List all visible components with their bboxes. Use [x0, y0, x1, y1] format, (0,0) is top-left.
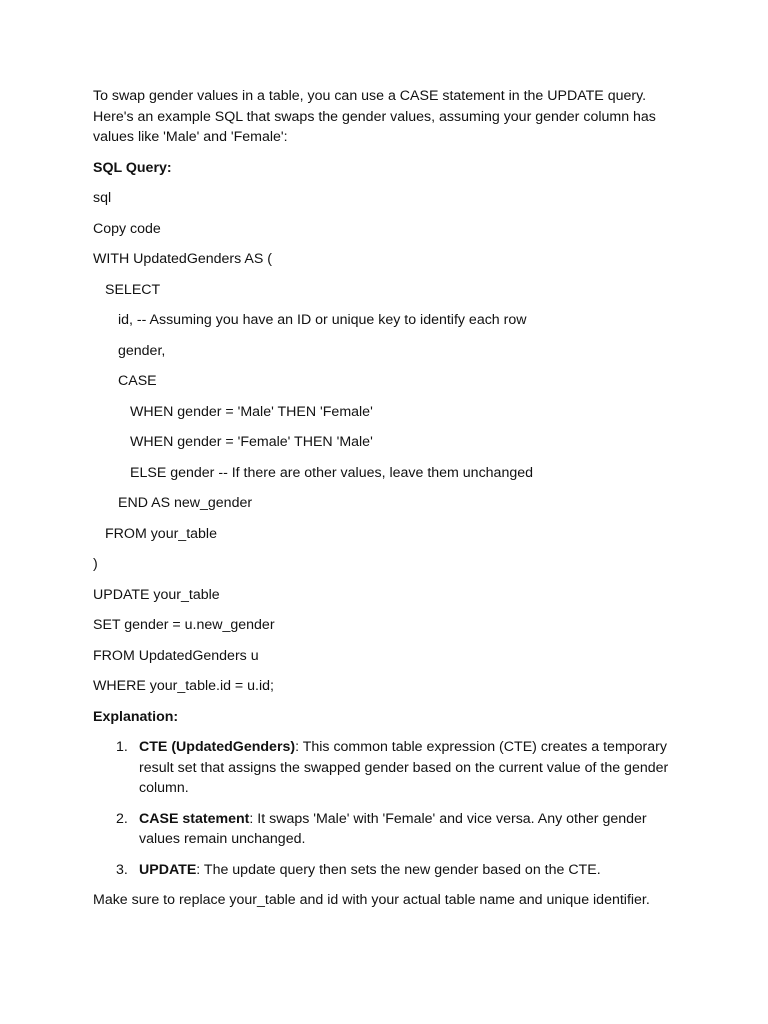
- code-line: id, -- Assuming you have an ID or unique key to identify each row: [118, 312, 527, 328]
- sql-code-block: [93, 249, 683, 697]
- code-line: END AS new_gender: [118, 495, 253, 511]
- code-line: WITH UpdatedGenders AS (: [93, 251, 272, 267]
- list-item-term: UPDATE: [139, 861, 197, 878]
- list-item-number: 2.: [116, 810, 128, 827]
- list-item-text: : This common table expression (CTE) creates a temporary result set that assigns the swapped gender based on the current value of the gender column.: [139, 739, 669, 796]
- code-line: WHEN gender = 'Male' THEN 'Female': [130, 403, 373, 420]
- code-language-label: sql: [93, 190, 112, 206]
- code-line: ELSE gender -- If there are other values, leave them unchanged: [130, 464, 534, 481]
- sql-query-heading: SQL Query:: [93, 159, 172, 176]
- closing-paragraph: Make sure to replace your_table and id with your actual table name and unique identifier.: [93, 892, 650, 908]
- code-line: gender,: [118, 342, 166, 359]
- code-line: ): [93, 556, 98, 572]
- explanation-heading: Explanation:: [93, 708, 179, 725]
- list-item-number: 3.: [116, 861, 128, 878]
- code-line: WHERE your_table.id = u.id;: [93, 678, 274, 694]
- list-item: [93, 809, 683, 850]
- code-line: WHEN gender = 'Female' THEN 'Male': [130, 434, 373, 450]
- copy-code-button[interactable]: Copy code: [93, 220, 161, 237]
- list-item-term: CASE statement: [139, 810, 250, 827]
- code-line: FROM your_table: [105, 525, 217, 542]
- code-line: CASE: [118, 373, 157, 389]
- list-item-term: CTE (UpdatedGenders): [139, 739, 296, 755]
- list-item-number: 1.: [116, 739, 128, 755]
- code-line: SET gender = u.new_gender: [93, 617, 275, 633]
- intro-paragraph: To swap gender values in a table, you can use a CASE statement in the UPDATE query. Here's an example SQL that swaps the gender values, assuming your gender column has values like 'Male' and 'Female':: [93, 88, 656, 145]
- document-page: [93, 86, 683, 911]
- list-item-text: : The update query then sets the new gender based on the CTE.: [196, 861, 601, 878]
- code-line: UPDATE your_table: [93, 586, 220, 603]
- explanation-list: [93, 737, 683, 880]
- list-item: [93, 737, 683, 799]
- list-item: [93, 860, 683, 881]
- code-line: FROM UpdatedGenders u: [93, 647, 259, 664]
- code-line: SELECT: [105, 281, 161, 298]
- list-item-text: : It swaps 'Male' with 'Female' and vice versa. Any other gender values remain unchanged.: [139, 810, 647, 847]
